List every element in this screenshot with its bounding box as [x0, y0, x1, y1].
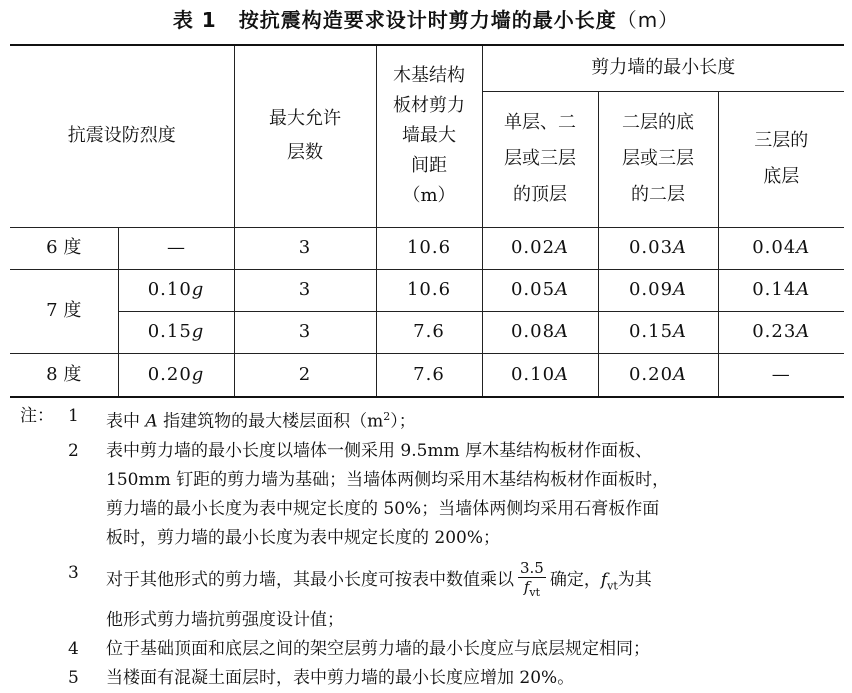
- area-symbol: A: [796, 321, 811, 342]
- notes-prefix: 注：: [20, 406, 54, 426]
- cell-accel: [118, 311, 234, 353]
- table-row: [10, 311, 844, 353]
- accel-unit: g: [191, 321, 205, 342]
- note-number: 2: [68, 440, 79, 461]
- note-line: 他形式剪力墙抗剪强度设计值；: [106, 610, 344, 631]
- fraction-denominator: [518, 578, 546, 602]
- value: 0.15: [628, 321, 674, 342]
- cell-spacing: 10.6: [376, 227, 482, 269]
- table-caption: 按抗震构造要求设计时剪力墙的最小长度: [238, 8, 617, 32]
- cell-degree: 6 度: [10, 227, 118, 269]
- note-1: [20, 402, 840, 437]
- note-indent: [20, 664, 68, 693]
- area-symbol: A: [555, 237, 570, 258]
- table-number: 表 1: [172, 8, 217, 32]
- subheader-single: [482, 91, 598, 227]
- area-symbol: A: [673, 237, 688, 258]
- note-3: [20, 559, 840, 635]
- note-line: [106, 559, 840, 606]
- cell-length-a: [482, 311, 598, 353]
- note-line: 板时，剪力墙的最小长度为表中规定长度的 200%；: [106, 527, 501, 548]
- cell-length-a: [482, 353, 598, 397]
- header-spacing-line: （m）: [402, 185, 456, 207]
- value: 0.15: [147, 321, 192, 342]
- value: 0.03: [628, 237, 674, 258]
- value: 0.20: [628, 363, 674, 385]
- subscript: vt: [607, 579, 618, 593]
- note-text: [106, 437, 840, 553]
- note-4: [20, 635, 840, 664]
- note-2: [20, 437, 840, 553]
- cell-floors: 3: [234, 227, 376, 269]
- header-spacing-line: 木基结构: [393, 65, 465, 87]
- cell-degree: 8 度: [10, 353, 118, 397]
- note-text-part: 表中: [106, 411, 140, 432]
- note-text-part: 确定，: [549, 569, 601, 590]
- fraction-numerator: 3.5: [520, 558, 544, 577]
- value: 0.04: [752, 237, 797, 258]
- note-line: 表中剪力墙的最小长度以墙体一侧采用 9.5mm 厚木基结构板材作面板、: [106, 440, 653, 461]
- area-symbol: A: [796, 237, 811, 258]
- value: 0.02: [510, 237, 556, 258]
- cell-spacing: 7.6: [376, 353, 482, 397]
- cell-accel: —: [118, 227, 234, 269]
- note-number: 1: [68, 406, 79, 426]
- superscript: 2: [383, 410, 391, 423]
- table-row: [10, 269, 844, 311]
- subheader-line: 的顶层: [513, 184, 567, 205]
- table-title: [0, 4, 852, 33]
- note-indent: [20, 437, 68, 553]
- cell-spacing: 10.6: [376, 269, 482, 311]
- cell-length-c: [718, 269, 844, 311]
- subheader-second: [598, 91, 718, 227]
- cell-length-a: [482, 269, 598, 311]
- note-line: 剪力墙的最小长度为表中规定长度的 50%；当墙体两侧均采用石膏板作面: [106, 498, 660, 519]
- subheader-line: 层或三层: [622, 148, 694, 169]
- note-text: [106, 559, 840, 635]
- cell-spacing: 7.6: [376, 311, 482, 353]
- value: 0.05: [510, 279, 556, 300]
- subheader-line: 单层、二: [504, 112, 576, 133]
- value: 0.10: [510, 363, 556, 385]
- cell-length-b: [598, 353, 718, 397]
- cell-length-b: [598, 227, 718, 269]
- note-text-part: ）；: [390, 411, 416, 432]
- area-symbol: A: [555, 363, 570, 385]
- accel-unit: g: [191, 279, 205, 300]
- area-symbol: A: [673, 279, 688, 300]
- area-symbol: A: [796, 279, 811, 300]
- note-line: 150mm 钉距的剪力墙为基础；当墙体两侧均采用木基结构板材作面板时，: [106, 469, 670, 490]
- note-text: 位于基础顶面和底层之间的架空层剪力墙的最小长度应与底层规定相同；: [106, 639, 650, 660]
- note-5: [20, 664, 840, 693]
- fraction: [518, 559, 546, 602]
- accel-unit: g: [191, 363, 205, 385]
- note-indent: [20, 559, 68, 635]
- note-number: 4: [68, 639, 79, 660]
- subheader-line: 的二层: [631, 184, 685, 205]
- cell-length-b: [598, 311, 718, 353]
- header-max-floors-text: 最大允许层数: [269, 108, 341, 164]
- cell-floors: 3: [234, 311, 376, 353]
- area-symbol: A: [555, 279, 570, 300]
- value: 0.10: [147, 279, 192, 300]
- note-number: 5: [68, 668, 79, 689]
- header-max-floors: [234, 45, 376, 227]
- area-symbol: A: [145, 411, 158, 432]
- subheader-line: 三层的: [754, 130, 809, 151]
- cell-length-a: [482, 227, 598, 269]
- note-text-part: 为其: [617, 569, 652, 590]
- cell-length-c: [718, 227, 844, 269]
- cell-degree: 7 度: [10, 269, 118, 353]
- area-symbol: A: [673, 321, 688, 342]
- note-number: 3: [68, 562, 79, 583]
- note-text: 当楼面有混凝土面层时，表中剪力墙的最小长度应增加 20%。: [106, 668, 575, 689]
- header-min-length: 剪力墙的最小长度: [482, 45, 844, 91]
- value: 0.20: [147, 363, 192, 385]
- area-symbol: A: [555, 321, 570, 342]
- table-unit: （m）: [616, 8, 680, 32]
- seismic-shear-wall-table: [10, 44, 844, 398]
- table-notes: [20, 402, 840, 693]
- header-spacing: [376, 45, 482, 227]
- fvt-symbol: f: [600, 569, 608, 590]
- table-row: [10, 227, 844, 269]
- note-text-part: 指建筑物的最大楼层面积（m: [163, 411, 384, 432]
- table-row: [10, 353, 844, 397]
- value: 0.23: [752, 321, 797, 342]
- note-text: [106, 402, 840, 437]
- subheader-line: 底层: [763, 166, 800, 187]
- cell-length-c: [718, 311, 844, 353]
- value: 0.09: [628, 279, 674, 300]
- cell-length-b: [598, 269, 718, 311]
- cell-length-c: —: [718, 353, 844, 397]
- value: 0.14: [752, 279, 797, 300]
- header-spacing-line: 墙最大: [402, 125, 456, 147]
- note-text-part: 对于其他形式的剪力墙，其最小长度可按表中数值乘以: [106, 569, 514, 590]
- fvt-symbol: f: [523, 577, 530, 596]
- header-intensity: 抗震设防烈度: [10, 45, 234, 227]
- subscript: vt: [529, 585, 541, 599]
- subheader-third: [718, 91, 844, 227]
- value: 0.08: [510, 321, 556, 342]
- header-spacing-line: 间距: [411, 155, 447, 177]
- cell-accel: [118, 269, 234, 311]
- area-symbol: A: [673, 363, 688, 385]
- cell-floors: 3: [234, 269, 376, 311]
- subheader-line: 二层的底: [622, 112, 694, 133]
- subheader-line: 层或三层: [504, 148, 576, 169]
- note-indent: [20, 635, 68, 664]
- header-spacing-line: 板材剪力: [393, 95, 465, 117]
- cell-accel: [118, 353, 234, 397]
- cell-floors: 2: [234, 353, 376, 397]
